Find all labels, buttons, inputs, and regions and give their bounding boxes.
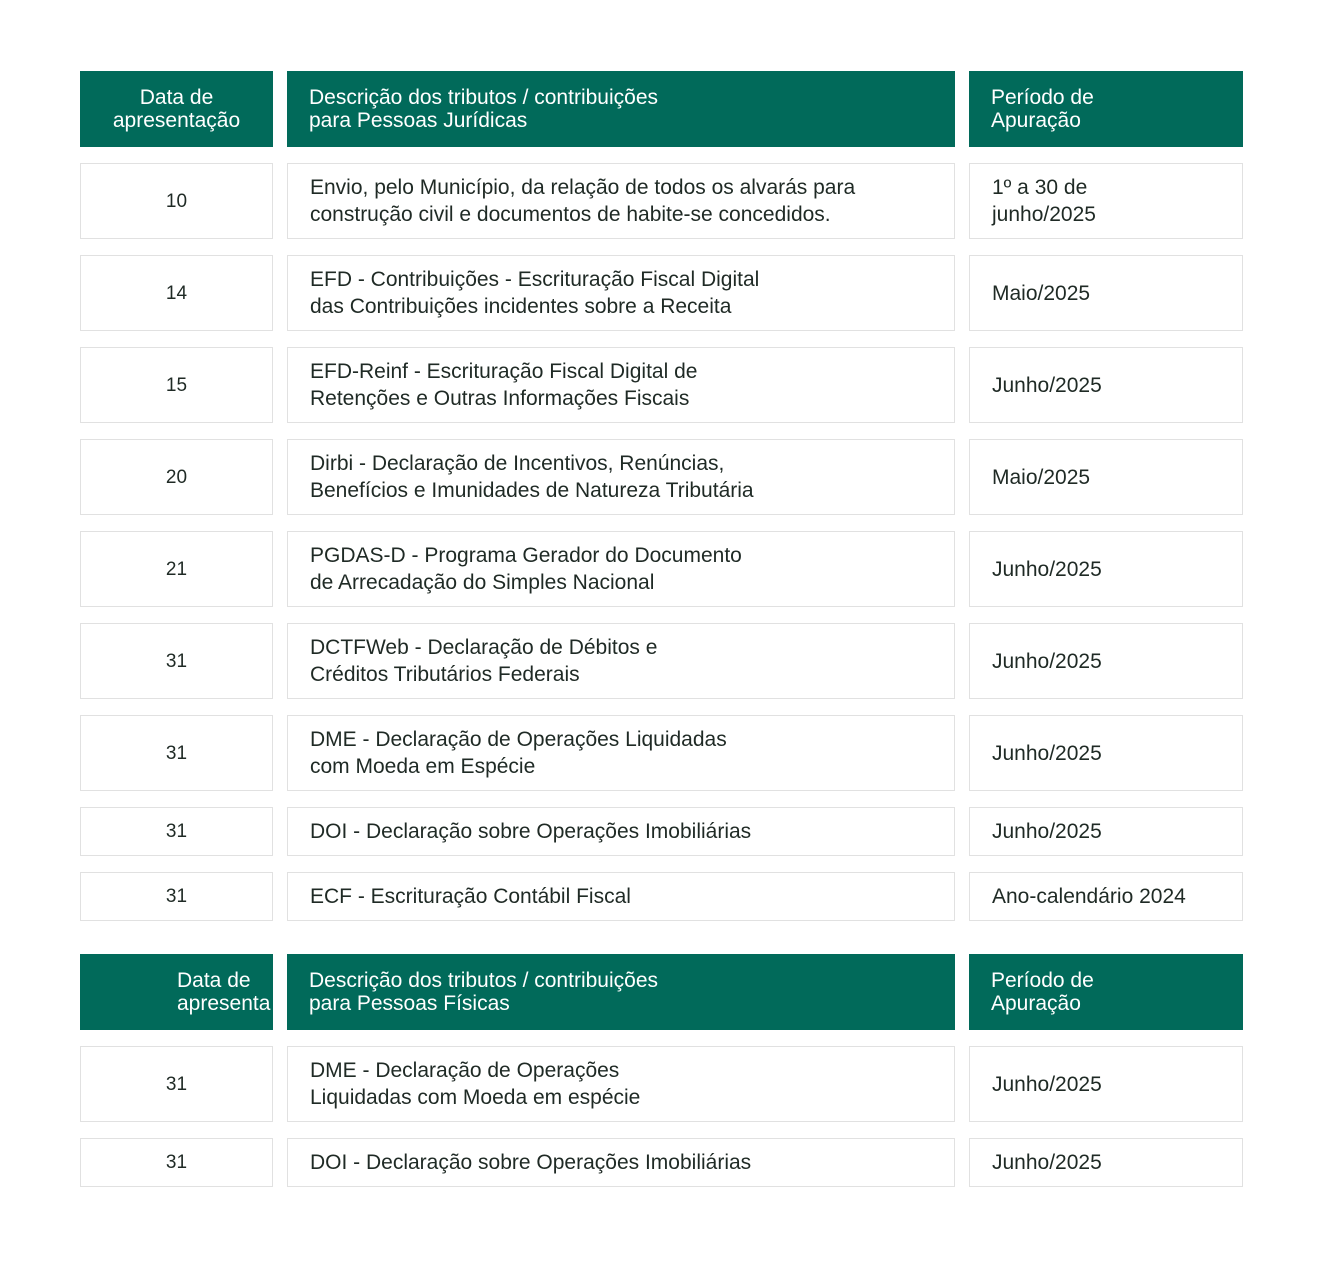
table-row (80, 623, 1243, 699)
cell-description (287, 1138, 955, 1187)
cell-date: 31 (80, 1046, 273, 1122)
header-period: Período de Apuração (969, 71, 1243, 147)
table-pessoas-juridicas (80, 71, 1243, 921)
cell-description (287, 531, 955, 607)
cell-period (969, 255, 1243, 331)
cell-description (287, 163, 955, 239)
table-row (80, 1046, 1243, 1122)
cell-description-line: Liquidadas com Moeda em espécie (310, 1086, 641, 1109)
cell-date: 10 (80, 163, 273, 239)
cell-period-line: Maio/2025 (992, 465, 1091, 489)
cell-description (287, 623, 955, 699)
cell-description-line: EFD-Reinf - Escrituração Fiscal Digital de (310, 360, 698, 383)
table-pessoas-fisicas (80, 954, 1243, 1187)
cell-description (287, 715, 955, 791)
header-date: Data de apresenta (80, 954, 273, 1030)
table-row (80, 1138, 1243, 1187)
cell-period-line: Junho/2025 (992, 649, 1102, 673)
cell-description (287, 807, 955, 856)
cell-date: 20 (80, 439, 273, 515)
cell-period (969, 807, 1243, 856)
cell-description (287, 872, 955, 921)
cell-description-line: construção civil e documentos de habite-se concedidos. (310, 203, 831, 226)
table-row (80, 807, 1243, 856)
cell-period-line: Junho/2025 (992, 373, 1102, 397)
cell-date: 15 (80, 347, 273, 423)
cell-description-line: Envio, pelo Município, da relação de todos os alvarás para (310, 176, 856, 199)
cell-description (287, 255, 955, 331)
cell-period (969, 347, 1243, 423)
cell-description-line: de Arrecadação do Simples Nacional (310, 571, 655, 594)
cell-period-line: Junho/2025 (992, 1072, 1102, 1096)
cell-period (969, 872, 1243, 921)
cell-period (969, 623, 1243, 699)
cell-description-line: DCTFWeb - Declaração de Débitos e (310, 636, 658, 659)
cell-date: 31 (80, 715, 273, 791)
cell-period-line: Junho/2025 (992, 741, 1102, 765)
cell-date: 31 (80, 623, 273, 699)
table-row (80, 872, 1243, 921)
table-row (80, 715, 1243, 791)
cell-description-line: das Contribuições incidentes sobre a Receita (310, 295, 732, 318)
cell-description-line: Retenções e Outras Informações Fiscais (310, 387, 690, 410)
cell-description-line: ECF - Escrituração Contábil Fiscal (310, 885, 631, 908)
cell-period (969, 531, 1243, 607)
table-header (80, 954, 1243, 1030)
table-row (80, 439, 1243, 515)
cell-period-line: junho/2025 (992, 203, 1096, 226)
cell-description-line: DOI - Declaração sobre Operações Imobiliárias (310, 1151, 752, 1174)
cell-date: 21 (80, 531, 273, 607)
table-row (80, 347, 1243, 423)
table-row (80, 531, 1243, 607)
cell-period (969, 439, 1243, 515)
cell-description-line: com Moeda em Espécie (310, 755, 536, 778)
cell-period-line: Ano-calendário 2024 (992, 885, 1186, 908)
cell-description (287, 347, 955, 423)
cell-period (969, 1046, 1243, 1122)
header-date: Data de apresentação (80, 71, 273, 147)
cell-period (969, 715, 1243, 791)
cell-date: 31 (80, 807, 273, 856)
cell-description (287, 1046, 955, 1122)
cell-description-line: DOI - Declaração sobre Operações Imobiliárias (310, 820, 752, 843)
cell-period (969, 163, 1243, 239)
table-row (80, 255, 1243, 331)
cell-description-line: DME - Declaração de Operações (310, 1059, 620, 1082)
cell-description-line: EFD - Contribuições - Escrituração Fiscal Digital (310, 268, 760, 291)
cell-period-line: 1º a 30 de (992, 176, 1088, 199)
header-description: Descrição dos tributos / contribuições para Pessoas Jurídicas (287, 71, 955, 147)
cell-date: 31 (80, 1138, 273, 1187)
cell-period (969, 1138, 1243, 1187)
cell-date: 31 (80, 872, 273, 921)
cell-description-line: Dirbi - Declaração de Incentivos, Renúncias, (310, 452, 725, 475)
cell-description-line: DME - Declaração de Operações Liquidadas (310, 728, 727, 751)
cell-period-line: Maio/2025 (992, 281, 1091, 305)
cell-period-line: Junho/2025 (992, 820, 1102, 843)
cell-period-line: Junho/2025 (992, 557, 1102, 581)
cell-description-line: Benefícios e Imunidades de Natureza Tributária (310, 479, 754, 502)
table-header (80, 71, 1243, 147)
header-description: Descrição dos tributos / contribuições para Pessoas Físicas (287, 954, 955, 1030)
cell-period-line: Junho/2025 (992, 1151, 1102, 1174)
cell-date: 14 (80, 255, 273, 331)
cell-description-line: Créditos Tributários Federais (310, 663, 580, 686)
table-row (80, 163, 1243, 239)
header-period: Período de Apuração (969, 954, 1243, 1030)
cell-description-line: PGDAS-D - Programa Gerador do Documento (310, 544, 742, 567)
cell-description (287, 439, 955, 515)
